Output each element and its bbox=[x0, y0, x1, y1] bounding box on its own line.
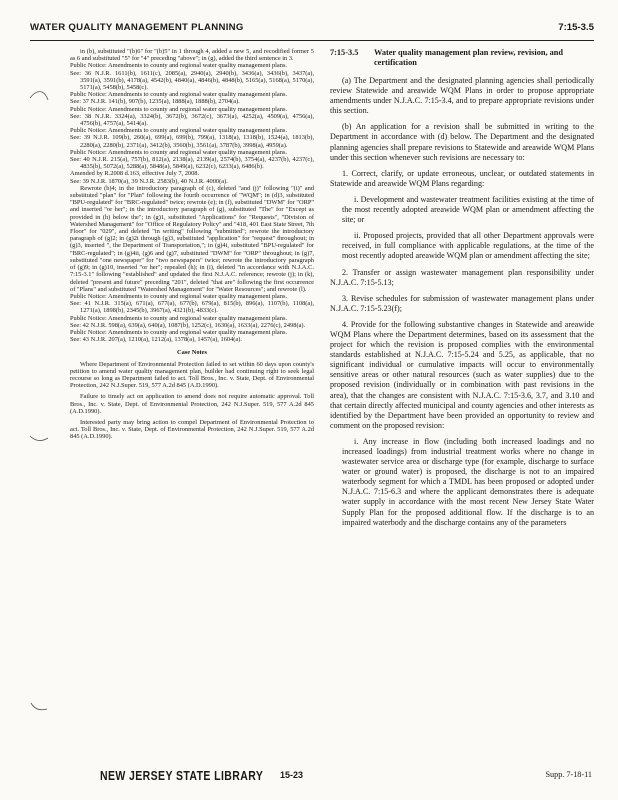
case-notes-heading: Case Notes bbox=[177, 349, 207, 357]
supplement-date: Supp. 7-18-11 bbox=[545, 770, 592, 779]
public-notice: Public Notice: Amendments to county and regional water quality management plans. bbox=[70, 127, 288, 135]
rewrite-summary: Rewrote (b)4; in the introductory paragraph of (c), deleted "and (j)" following "(i)" and substituted "plan" for "Plan" following the fourth occurrence of "WQM"; in (d)3, substituted "BPU-regulated" for "BRC-regulated" twice; rewrote (e); in (f), substituted "DWM" for "ORP" and inserted "or her"; in the introductory paragraph of (g), substituted "The" for "Except as provided in (h) below the"; in (g)1, substituted "Applications" for "Requests", "Division of Watershed Management" for "Office of Regulatory Policy" and "418, 401 East State Street, 7th Floor" for "029", and deleted "in writing" following "submitted"; rewrote the introductory paragraph of (g)2; in (g)2i through (g)3, substituted "application" for "request" throughout; in (g)3, inserted ", the Department of Transportation,"; in (g)4i, substituted "BPU-regulated" for "BRC-regulated"; in (g)4ii, (g)6 and (g)7, substituted "DWM" for "ORP" throughout; in (g)7, substituted "one newspaper" for "two newspapers" twice; rewrote the introductory paragraph of (g)9; in (g)10, inserted "or her"; repealed (h); in (i), deleted "in accordance with N.J.A.C. 7:15-3.1" following "established" and updated the first N.J.A.C. reference; rewrote (j); in (k), deleted "present and future" preceding "201", deleted "that are" following the first occurrence of "Plans" and substituted "Watershed Management" for "Water Resources"; and rewrote (l). bbox=[70, 184, 314, 293]
header-title: WATER QUALITY MANAGEMENT PLANNING bbox=[30, 22, 244, 33]
item-4: 4. Provide for the following substantive changes in Statewide and areawide WQM Plans where the Department determines, based on its assessment that the project for which the revision is proposed complies with the environmental standards established at N.J.A.C. 7:15-5.24 and 5.25, as applicable, that no significant individual or cumulative impacts will occur to environmentally sensitive areas or other natural resources (such as water supplies) due to the proposed revision (individually or in combination with past revisions in the area), that the changes are consistent with N.J.A.C. 7:15-3.6, 3.7, and 3.10 and that certain directly affected municipal and county agencies and other interests as identified by the Department have been provided an opportunity to review and comment on the proposed revision: bbox=[330, 319, 594, 430]
item-3: 3. Revise schedules for submission of wastewater management plans under N.J.A.C. 7:15-5.23(f); bbox=[330, 293, 594, 313]
right-column bbox=[330, 48, 594, 742]
public-notice: Public Notice: Amendments to county and regional water quality management plans. bbox=[70, 292, 288, 300]
case-note: Where Department of Environmental Protection failed to set within 60 days upon county's petition to amend water quality management plan, builder had continuing right to seek legal recourse so long as Department failed to act. Toll Bros., Inc. v. State, Dept. of Environmental Protection, 242 N.J.Super. 519, 577 A.2d 845 (A.D.1990). bbox=[70, 360, 314, 390]
running-header bbox=[30, 22, 594, 41]
item-2: 2. Transfer or assign wastewater management plan responsibility under N.J.A.C. 7:15-5.13; bbox=[330, 267, 594, 287]
citation-list: See: 40 N.J.R. 215(a), 757(b), 812(a), 2138(a), 2139(a), 2574(b), 3754(a), 4237(b), 4237(c), 4835(b), 5072(a), 5288(a), 5848(a), 5849(a), 6232(c), 6233(a), 6486(b). bbox=[70, 156, 314, 171]
item-1: 1. Correct, clarify, or update erroneous, unclear, or outdated statements in Statewide and areawide WQM Plans regarding: bbox=[330, 168, 594, 188]
citation-list: See: 37 N.J.R. 141(b), 907(b), 1235(a), 1888(a), 1888(b), 2704(a). bbox=[70, 98, 240, 106]
header-section-ref: 7:15-3.5 bbox=[558, 22, 594, 33]
amendment-note: Amended by R.2008 d.163, effective July 7, 2008. bbox=[70, 170, 200, 178]
public-notice: Public Notice: Amendments to county and regional water quality management plans. bbox=[70, 105, 288, 113]
public-notice: Public Notice: Amendments to county and regional water quality management plans. bbox=[70, 62, 288, 70]
margin-mark bbox=[28, 432, 50, 446]
citation-list: See: 43 N.J.R. 207(a), 1210(a), 1212(a), 1378(a), 1457(a), 1604(a). bbox=[70, 336, 242, 344]
public-notice: Public Notice: Amendments to county and regional water quality management plans. bbox=[70, 314, 288, 322]
item-1-ii: ii. Proposed projects, provided that all other Department approvals were received, in full compliance with applicable regulations, at the time of the most recently adopted areawide WQM plan or amendment affecting the site; bbox=[342, 231, 594, 261]
section-title: Water quality management plan review, revision, and certification bbox=[374, 48, 563, 67]
public-notice: Public Notice: Amendments to county and regional water quality management plans. bbox=[70, 328, 288, 336]
citation-list: See: 38 N.J.R. 3324(a), 3324(b), 3672(b), 3672(c), 3673(a), 4252(a), 4509(a), 4756(a), 4756(b), 4757(a), 5414(a). bbox=[70, 112, 314, 128]
margin-mark bbox=[28, 700, 50, 714]
library-stamp: NEW JERSEY STATE LIBRARY bbox=[100, 768, 264, 784]
history-paragraph: in (b), substituted "(b)6" for "(b)5" in 1 through 4, added a new 5, and recodified former 5 as 6 and substituted "5" for "4" preceding "above"; in (g), added the third sentence in 3. bbox=[70, 48, 314, 63]
page-number: 15-23 bbox=[280, 770, 304, 780]
subsection-a: (a) The Department and the designated planning agencies shall periodically review Statewide and areawide WQM Plans in order to propose appropriate amendments under N.J.A.C. 7:15-3.4, and to prepare appropriate revisions under this section. bbox=[330, 76, 594, 116]
citation-list: See: 42 N.J.R. 598(a), 639(a), 640(a), 1087(b), 1252(c), 1630(a), 1633(a), 2276(c), 2498(a). bbox=[70, 321, 306, 329]
citation-list: See: 41 N.J.R. 315(a), 671(a), 677(a), 677(b), 679(a), 815(b), 896(a), 1107(b), 1108(a), 1271(a), 1898(b), 2345(b), 3967(a), 4321(b), 4833(c). bbox=[70, 300, 314, 315]
citation-list: See: 39 N.J.R. 1870(a), 39 N.J.R. 2583(b), 40 N.J.R. 4000(a). bbox=[70, 177, 228, 185]
public-notice: Public Notice: Amendments to county and regional water quality management plans. bbox=[70, 148, 288, 156]
public-notice: Public Notice: Amendments to county and regional water quality management plans. bbox=[70, 91, 288, 99]
item-4-i: i. Any increase in flow (including both increased loadings and no increased loadings) from industrial treatment works where no change in wastewater service area or discharge type (for example, discharge to surface water or ground water) is proposed, the discharge is not to an impaired waterbody segment for which a TMDL has been proposed or adopted under N.J.A.C. 7:15-6.3 and where the applicant demonstrates there is adequate water supply in accordance with the most recent New Jersey State Water Supply Plan for the proposed additional flow. If the discharge is to an impaired waterbody and the discharge contains any of the parameters bbox=[342, 436, 594, 527]
subsection-b: (b) An application for a revision shall be submitted in writing to the Department in accordance with (d) below. The Department and the designated planning agencies shall prepare revisions to Statewide and areawide WQM Plans under this section whenever such revisions are necessary to: bbox=[330, 122, 594, 162]
margin-mark bbox=[28, 88, 50, 102]
case-note: Interested party may bring action to compel Department of Environmental Protection to act. Toll Bros., Inc. v. State, Dept. of Environmental Protection, 242 N.J.Super. 519, 577 A.2d 845 (A.D.1990). bbox=[70, 418, 314, 441]
citation-list: See: 39 N.J.R. 109(b), 260(a), 699(a), 699(b), 799(a), 1318(a), 1318(b), 1524(a), 1813(b), 2280(a), 2280(b), 2371(a), 3412(b), 3560(b), 3561(a), 3787(b), 3998(a), 4959(a). bbox=[70, 134, 314, 149]
case-note: Failure to timely act on application to amend does not require automatic approval. Toll Bros., Inc. v. State, Dept. of Environmental Protection, 242 N.J.Super. 519, 577 A.2d 845 (A.D.1990). bbox=[70, 393, 314, 415]
citation-list: See: 36 N.J.R. 1611(b), 1611(c), 2085(a), 2940(a), 2940(b), 3436(a), 3436(b), 3437(a), 3591(a), 3591(b), 4178(a), 4542(b), 4840(a), 4846(b), 4848(b), 5165(a), 5168(a), 5170(a), 5171(a), 5458(b), 5458(c). bbox=[70, 69, 314, 92]
section-number: 7:15-3.5 bbox=[330, 48, 359, 57]
item-1-i: i. Development and wastewater treatment facilities existing at the time of the most recently adopted areawide WQM plan or amendment affecting the site; or bbox=[342, 194, 594, 225]
section-heading bbox=[330, 48, 594, 68]
left-column bbox=[70, 48, 314, 742]
